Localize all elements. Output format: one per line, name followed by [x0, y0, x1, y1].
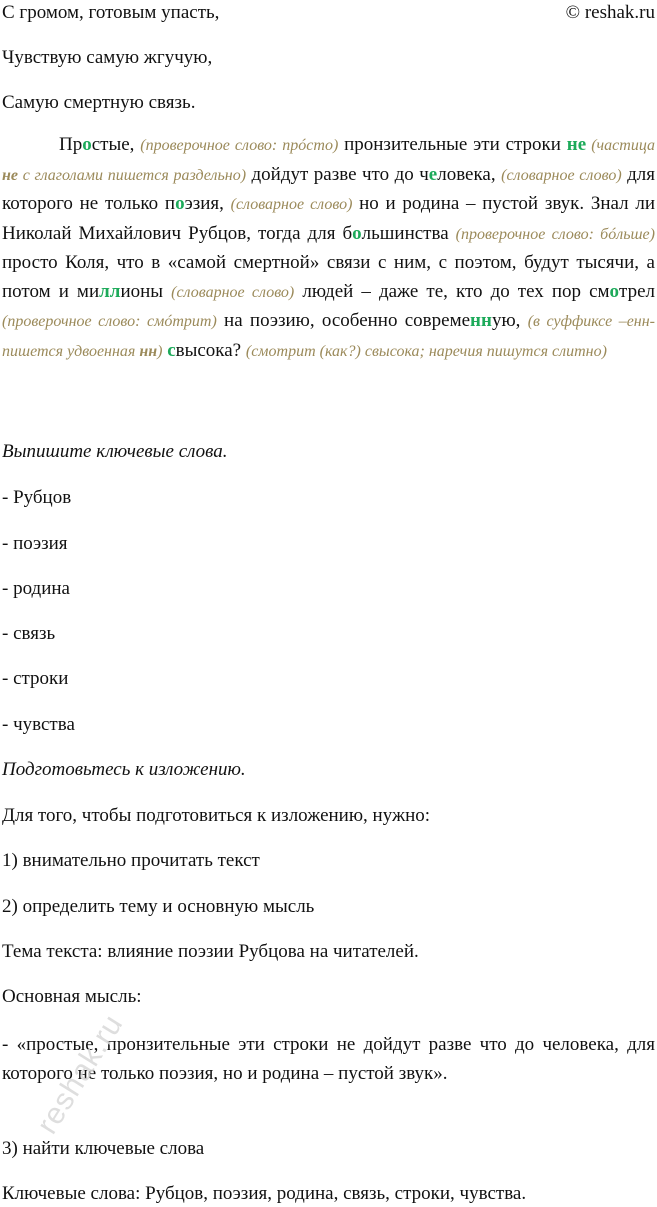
annotation-part: (в суффиксе –енн- пишется удвоенная	[2, 313, 655, 360]
annotation-note: (словарное слово)	[230, 196, 353, 213]
keyword-item: - родина	[2, 578, 70, 599]
text-fragment: высока?	[175, 339, 246, 361]
text-fragment: стые,	[91, 134, 141, 155]
annotation-part: с глаголами пишется раздельно)	[17, 166, 247, 184]
annotation-note: (словарное слово)	[171, 283, 295, 301]
poem-line-1: С громом, готовым упасть,	[2, 2, 220, 23]
watermark: reshak.ru	[30, 1008, 130, 1140]
step-2: 2) определить тему и основную мысль	[2, 896, 315, 917]
highlighted-letter: о	[175, 193, 185, 214]
theme-line: Тема текста: влияние поэзии Рубцова на читателей.	[2, 941, 419, 962]
text-fragment: льшинства	[361, 222, 456, 244]
annotation-note: (смотрит (как?) свысока; наречия пишутся слитно)	[245, 342, 607, 360]
main-idea-label: Основная мысль:	[2, 986, 142, 1007]
annotation-bold-part: нн	[139, 342, 158, 360]
annotation-note: (словарное слово)	[501, 166, 622, 184]
keyword-item: - поэзия	[2, 533, 68, 554]
step-1: 1) внимательно прочитать текст	[2, 850, 260, 871]
text-fragment: ионы	[120, 280, 172, 302]
highlighted-letter: о	[609, 280, 620, 302]
main-idea-quote: - «простые, пронзительные эти строки не дойдут разве что до человека, для которого не только поэзия, но и родина – пустой звук».	[2, 1034, 655, 1084]
text-fragment: Пр	[59, 134, 83, 155]
poem-line-2: Чувствую самую жгучую,	[2, 47, 213, 68]
text-fragment: просто Коля, что в «самой смертной» связи с ним, с поэтом, будут тысячи, а потом и ми	[2, 252, 655, 302]
highlighted-letter: нн	[470, 310, 492, 331]
highlighted-letter: с	[167, 339, 176, 361]
step-3: 3) найти ключевые слова	[2, 1138, 205, 1159]
keyword-item: - Рубцов	[2, 487, 72, 508]
annotation-note: (проверочное слово: смóтрит)	[2, 313, 217, 330]
annotation-bold-part: не	[2, 166, 18, 184]
text-fragment: трел	[619, 280, 655, 302]
text-fragment: эзия,	[184, 193, 231, 214]
keyword-item: - чувства	[2, 714, 75, 735]
task1-title: Выпишите ключевые слова.	[2, 441, 228, 462]
poem-line-3: Самую смертную связь.	[2, 92, 196, 113]
text-fragment: людей – даже те, кто до тех пор см	[294, 280, 610, 302]
keyword-item: - строки	[2, 668, 69, 689]
annotation-part: )	[157, 342, 163, 360]
keyword-item: - связь	[2, 623, 56, 644]
annotated-paragraph	[2, 131, 655, 366]
annotation-note: (проверочное слово: бóльше)	[455, 225, 655, 243]
text-fragment: ую,	[491, 310, 528, 331]
task2-intro: Для того, чтобы подготовиться к изложению, нужно:	[2, 805, 431, 826]
text-fragment: для которого не только п	[2, 163, 656, 214]
annotation-part: (частица	[586, 137, 656, 154]
copyright-label: © reshak.ru	[565, 2, 655, 23]
highlighted-letter: о	[352, 222, 362, 244]
task2-title: Подготовьтесь к изложению.	[2, 759, 246, 780]
highlighted-letter: е	[428, 163, 438, 185]
text-fragment: пронзительные эти строки	[338, 134, 567, 155]
keywords-summary: Ключевые слова: Рубцов, поэзия, родина, связь, строки, чувства.	[2, 1183, 527, 1204]
text-fragment: дойдут разве что до ч	[246, 163, 429, 185]
text-fragment: ловека,	[437, 163, 502, 185]
highlighted-letter: не	[566, 134, 587, 155]
text-fragment: но и родина – пустой звук. Знал ли Николай Михайлович Рубцов, тогда для б	[2, 193, 655, 244]
highlighted-letter: o	[82, 134, 92, 155]
annotation-note: (проверочное слово: прóсто)	[140, 137, 339, 154]
highlighted-letter: лл	[99, 280, 121, 302]
text-fragment: на поэзию, особенно совреме	[216, 310, 471, 331]
